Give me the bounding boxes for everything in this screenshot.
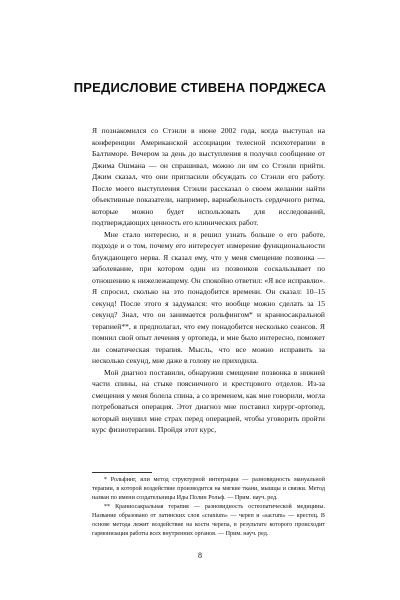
footnote-divider [92,472,152,473]
paragraph: Мой диагноз поставили, обнаружив смещение позвонка в нижней части спины, на стыке поясничного и крестцового отделов. Из-за смещения у меня болела спина, а со временем, как мне говорили, могла потребоваться операция. Этот диагноз мне поставил хирург-ортопед, который внушил мне страх перед операцией, чтобы уговорить пройти курс физиотерапии. Пройдя этот курс, [92,367,325,434]
paragraph: Я познакомился со Стэнли в июне 2002 года, когда выступал на конференции Американской ассоциации телесной психотерапии в Балтиморе. Вечером за день до выступления я получил сообщение от Джима Ошмана — он спрашивал, можно ли им со Стэнли прийти. Джим сказал, что они пригласили обсуждать со Стэнли его работу. После моего выступления Стэнли рассказал о своем желании найти объективные показатели, например, вариабельность сердечного ритма, которые можно будет использовать для исследований, подтверждающих ценность его клинических работ. [92,126,325,227]
footnote: * Рольфинг, или метод структурной интеграции — разновидность мануальной терапии, в которой воздействие производится на мягкие ткани, мышцы и связки. Метод назван по имени создательницы Иды Полин Рольф. — Прим. науч. ред. [92,477,325,501]
page-title: ПРЕДИСЛОВИЕ СТИВЕНА ПОРДЖЕСА [73,80,327,95]
footnotes [92,476,325,539]
footnote: ** Краниосакральная терапия — разновидность остеопатической медицины. Название образовано от латинских слов «cranium» — череп и «sacrum» — крестец. В основе метода лежит воздействие на кости черепа, в результате которого происходит гармонизация работы всех внутренних органов. — Прим. науч. ред. [92,504,325,537]
body-text [92,125,325,436]
paragraph: Мне стало интересно, и я решил узнать больше о его работе, подходе и о том, почему его интересует измерение функциональности блуждающего нерва. Я сказал ему, что у меня смещение позвонка — заболевание, при котором один из позвонков соскальзывает по отношению к нижележащему. Он спокойно ответил: «Я все исправлю». Я спросил, сколько на это понадобится времени. Он сказал: 10–15 секунд! После этого я задумался: что вообще можно сделать за 15 секунд? Знал, что он занимается рольфингом* и краниосакральной терапией**, я предполагал, что ему понадобится несколько сеансов. Я помнил свой опыт лечения у ортопеда, и мне было интересно, поможет ли соматическая терапия. Мысль, что все можно исправить за несколько секунд, мне даже в голову не приходила. [92,229,325,365]
page-number: 8 [198,551,202,560]
